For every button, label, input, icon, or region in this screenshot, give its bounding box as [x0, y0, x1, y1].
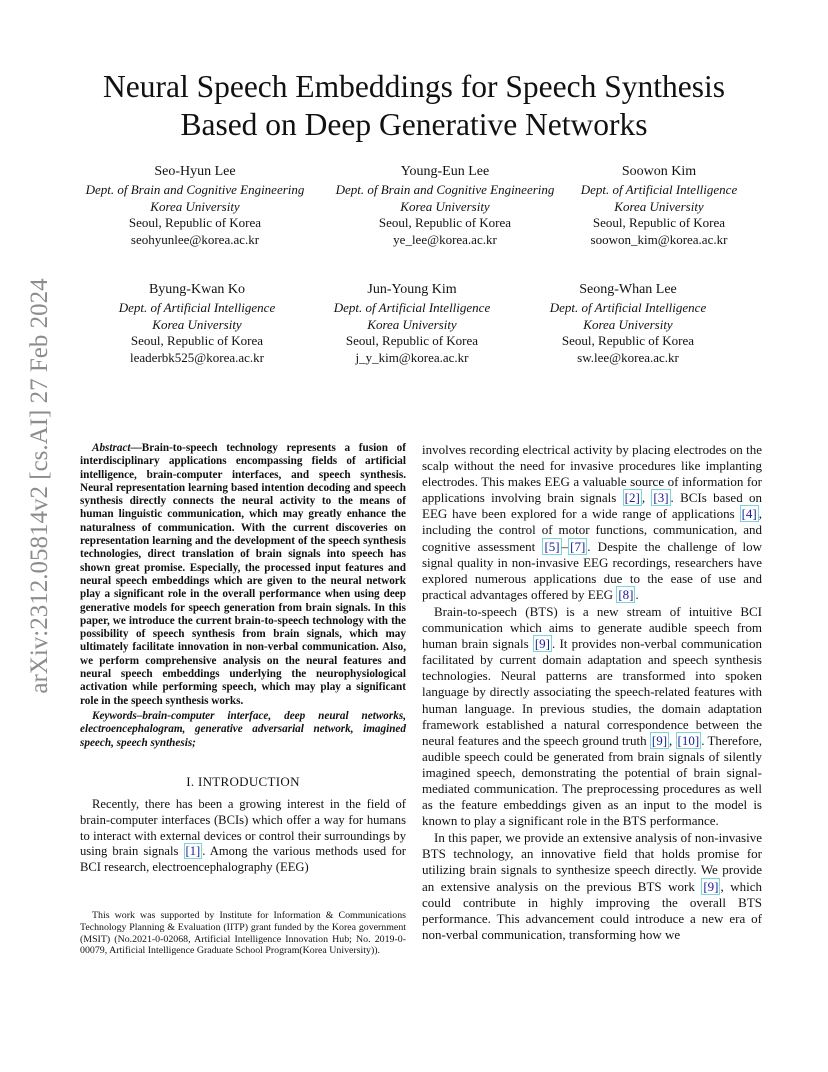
author-dept: Dept. of Artificial Intelligence [333, 299, 491, 315]
text-run: – [561, 538, 569, 554]
author-dept: Dept. of Artificial Intelligence [549, 299, 707, 315]
author-dept: Dept. of Brain and Cognitive Engineering [85, 181, 305, 197]
author-email[interactable]: ye_lee@korea.ac.kr [393, 232, 497, 248]
section-heading: I. INTRODUCTION [186, 773, 300, 789]
text-run: involves recording electrical activity by placing electrodes on the scalp without the need for invasive procedures like implanting electrodes. This makes EEG a valuable source of information for applications involving brain signals [422, 442, 762, 506]
author-name: Jun-Young Kim [367, 282, 457, 297]
author-email[interactable]: soowon_kim@korea.ac.kr [590, 232, 728, 248]
text-run: . Therefore, audible speech could be generated from brain signals of silently imagined speech, demonstrating the potential of brain signal-mediated communication. The preprocessing procedures as well as the feature embeddings given as an input to the model is known to play a significant role in the BTS performance. [422, 732, 762, 829]
text-run: , which could contribute in highly improving the overall BTS performance. This advancement could introduce a new era of non-verbal communication, transforming how we [422, 878, 762, 942]
text-run: , [641, 490, 652, 506]
citation-link[interactable]: [9] [651, 732, 668, 748]
text-run: In this paper, we provide an extensive analysis of non-invasive BTS technology, an innovative field that holds promise for utilizing brain signals to synthesize speech directly. We provide an extensive analysis on the previous BTS work [422, 830, 762, 894]
author-name: Soowon Kim [621, 164, 697, 179]
keywords: Keywords–brain-computer interface, deep neural networks, electroencephalogram, generative adversarial network, imagined speech, speech synthesis; [80, 709, 406, 749]
text-run: Brain-to-speech (BTS) is a new stream of intuitive BCI communication which aims to generate audible speech from human brain signals [422, 603, 762, 652]
citation-link[interactable]: [9] [703, 878, 719, 894]
citation-link[interactable]: [1] [185, 844, 201, 859]
paper-title [0, 68, 828, 144]
body-paragraph [422, 604, 762, 829]
author-location: Seoul, Republic of Korea [345, 333, 479, 349]
abstract [80, 442, 406, 708]
citation-link[interactable]: [5] [544, 538, 560, 554]
author-location: Seoul, Republic of Korea [128, 215, 262, 231]
text-run: . It provides non-verbal communication facilitated by current domain adaptation and speech synthesis technologies. Neural patterns are transformed into spoken language by directly associating the speech-related features with human language. In previous studies, the domain adaptation framework established a natural correspondence between the neural features and the speech ground truth [422, 636, 762, 748]
text-run: . BCIs based on EEG have been explored for a wide range of applications [422, 490, 762, 522]
citation-link[interactable]: [4] [741, 506, 757, 522]
title-line-1: Neural Speech Embeddings for Speech Synthesis [103, 69, 725, 104]
author-name: Byung-Kwan Ko [148, 282, 246, 297]
right-column [422, 442, 762, 943]
author-location: Seoul, Republic of Korea [130, 333, 264, 349]
author-dept: Dept. of Brain and Cognitive Engineering [335, 181, 555, 197]
body-paragraph [422, 830, 762, 943]
text-run: Recently, there has been a growing interest in the field of brain-computer interfaces (BCIs) which offer a way for humans to interact with external devices or control their surroundings by using brain signals [80, 796, 406, 859]
author-block [534, 164, 784, 249]
body-paragraph [422, 442, 762, 603]
author-location: Seoul, Republic of Korea [378, 215, 512, 231]
author-univ: Korea University [150, 198, 240, 214]
citation-link[interactable]: [3] [653, 490, 669, 506]
text-run: , [669, 732, 676, 748]
text-run: . [635, 586, 639, 602]
author-univ: Korea University [583, 316, 673, 332]
citation-link[interactable]: [9] [534, 636, 551, 652]
intro-paragraph [80, 797, 406, 877]
citation-link[interactable]: [8] [618, 586, 634, 602]
left-column [80, 442, 406, 876]
author-univ: Korea University [614, 198, 704, 214]
author-name: Seong-Whan Lee [579, 282, 677, 297]
author-dept: Dept. of Artificial Intelligence [580, 181, 738, 197]
footnote: This work was supported by Institute for Information & Communications Technology Planning & Evaluation (IITP) grant funded by the Korea government (MSIT) (No.2021-0-02068, Artificial Intelligence Innovation Hub; No. 2019-0-00079, Artificial Intelligence Graduate School Program(Korea University)). [80, 910, 406, 957]
author-name: Seo-Hyun Lee [154, 164, 236, 179]
author-email[interactable]: seohyunlee@korea.ac.kr [130, 232, 260, 248]
abstract-lead: Abstract [92, 442, 131, 454]
author-email[interactable]: leaderbk525@korea.ac.kr [130, 350, 264, 366]
author-univ: Korea University [400, 198, 490, 214]
author-location: Seoul, Republic of Korea [561, 333, 695, 349]
text-run: , including the control of motor functions, communication, and cognitive assessment [422, 506, 762, 554]
arxiv-stamp: arXiv:2312.05814v2 [cs.AI] 27 Feb 2024 [26, 278, 53, 694]
author-block [503, 282, 753, 367]
citation-link[interactable]: [2] [624, 490, 640, 506]
author-name: Young-Eun Lee [400, 164, 490, 179]
author-dept: Dept. of Artificial Intelligence [118, 299, 276, 315]
author-location: Seoul, Republic of Korea [592, 215, 726, 231]
author-block [320, 164, 570, 249]
citation-link[interactable]: [10] [677, 732, 700, 748]
text-run: . Despite the challenge of low signal quality in non-invasive EEG recordings, researchers have explored numerous applications due to the ease of use and practical advantages offered by EEG [422, 538, 762, 602]
text-run: . Among the various methods used for BCI research, electroencephalography (EEG) [80, 844, 406, 875]
author-email[interactable]: sw.lee@korea.ac.kr [577, 350, 679, 366]
author-block [70, 164, 320, 249]
author-block [287, 282, 537, 367]
author-block [72, 282, 322, 367]
author-univ: Korea University [367, 316, 457, 332]
author-email[interactable]: j_y_kim@korea.ac.kr [355, 350, 469, 366]
author-univ: Korea University [152, 316, 242, 332]
citation-link[interactable]: [7] [570, 538, 586, 554]
abstract-text: —Brain-to-speech technology represents a fusion of interdisciplinary applications encompassing fields of artificial intelligence, brain-computer interfaces, and speech synthesis. Neural representation learning based intention decoding and speech synthesis directly connects the neural activity to the means of human linguistic communication, which may greatly enhance the naturalness of communication. With the current discoveries on representation learning and the development of the speech synthesis technologies, direct translation of brain signals into speech has shown great promise. Especially, the processed input features and neural speech embeddings which are given to the neural network play a significant role in the overall performance when using deep generative models for speech generation from brain signals. In this paper, we introduce the current brain-to-speech technology with the possibility of speech synthesis from brain signals, which may ultimately facilitate innovation in non-verbal communication. Also, we perform comprehensive analysis on the neural features and neural speech embeddings underlying the neurophysiological activation while performing speech, which may play a significant role in the speech synthesis works. [80, 442, 406, 707]
title-line-2: Based on Deep Generative Networks [180, 107, 648, 142]
